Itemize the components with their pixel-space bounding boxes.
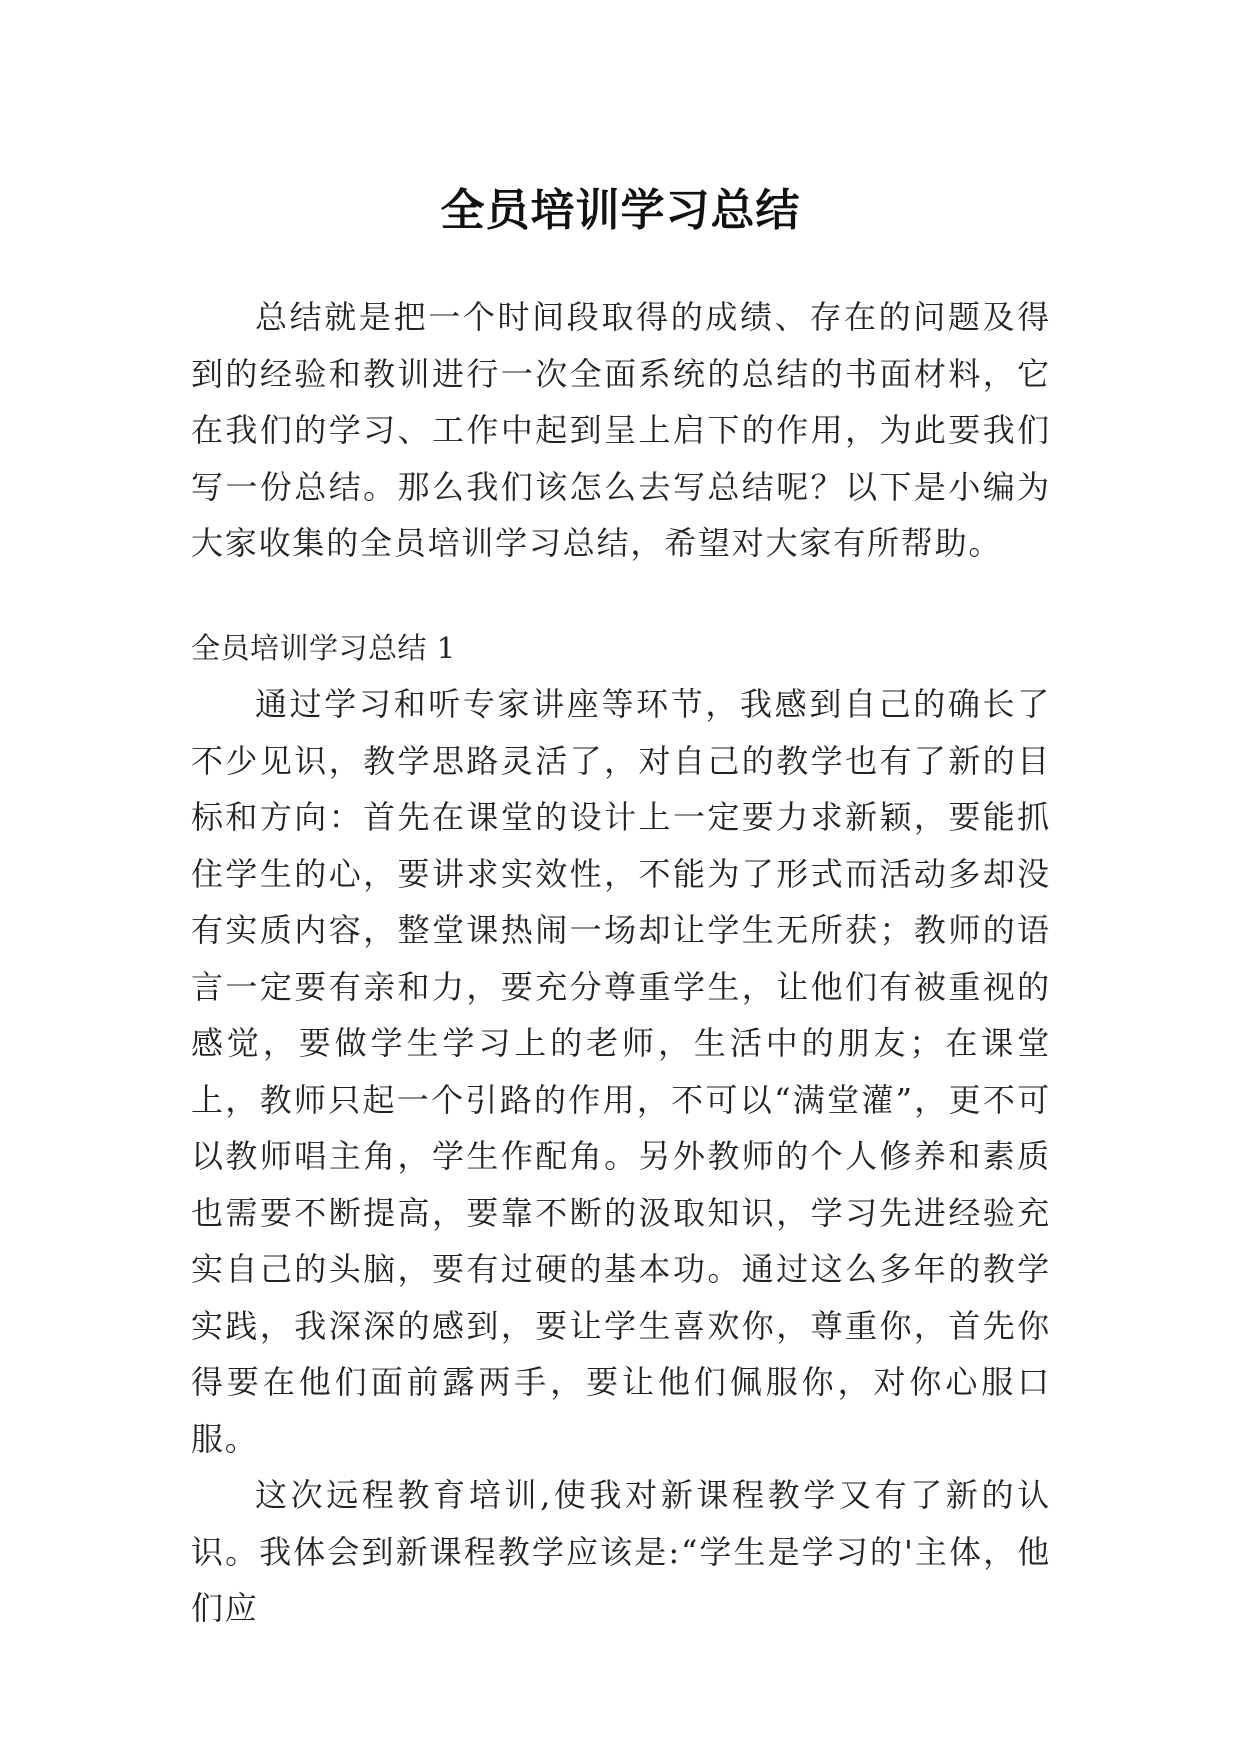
section-paragraph-2: 这次远程教育培训,使我对新课程教学又有了新的认识。我体会到新课程教学应该是:“学生是学习的'主体，他们应 bbox=[191, 1476, 1051, 1627]
section-heading: 全员培训学习总结 1 bbox=[191, 630, 456, 665]
section-paragraph-1: 通过学习和听专家讲座等环节，我感到自己的确长了不少见识，教学思路灵活了，对自己的教学也有了新的目标和方向：首先在课堂的设计上一定要力求新颖，要能抓住学生的心，要讲求实效性，不能为了形式而活动多却没有实质内容，整堂课热闹一场却让学生无所获；教师的语言一定要有亲和力，要充分尊重学生，让他们有被重视的感觉，要做学生学习上的老师，生活中的朋友；在课堂上，教师只起一个引路的作用，不可以“满堂灌”，更不可以教师唱主角，学生作配角。另外教师的个人修养和素质也需要不断提高，要靠不断的汲取知识，学习先进经验充实自己的头脑，要有过硬的基本功。通过这么多年的教学实践，我深深的感到，要让学生喜欢你，尊重你，首先你得要在他们面前露两手，要让他们佩服你，对你心服口服。 bbox=[191, 685, 1051, 1458]
document-body bbox=[191, 289, 1051, 1637]
intro-paragraph: 总结就是把一个时间段取得的成绩、存在的问题及得到的经验和教训进行一次全面系统的总结的书面材料，它在我们的学习、工作中起到呈上启下的作用，为此要我们写一份总结。那么我们该怎么去写总结呢？以下是小编为大家收集的全员培训学习总结，希望对大家有所帮助。 bbox=[191, 298, 1051, 562]
page-title: 全员培训学习总结 bbox=[440, 185, 801, 237]
